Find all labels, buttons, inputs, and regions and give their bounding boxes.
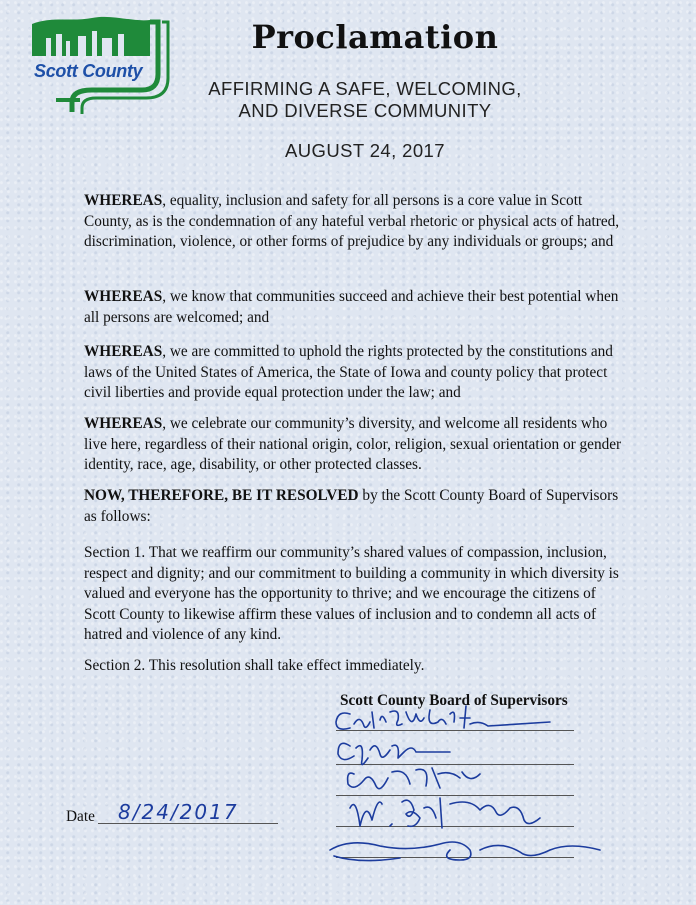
- subtitle-line-2: AND DIVERSE COMMUNITY: [238, 100, 492, 121]
- paragraph-text: , we celebrate our community’s diversity, and welcome all residents who live here, regardless of their national origin, color, religion, sexual orientation or gender identity, race, age, disability, or other protected classes.: [84, 415, 622, 473]
- signature-5: [330, 842, 600, 861]
- logo-text: Scott County: [34, 61, 143, 81]
- resolved-lead: NOW, THEREFORE, BE IT RESOLVED: [84, 487, 359, 504]
- paragraph-text: by the Scott County Board of Supervisors as follows:: [84, 487, 619, 525]
- signature-1: [336, 706, 550, 729]
- whereas-paragraph-1: [84, 191, 624, 253]
- handwritten-signatures: [320, 700, 610, 885]
- scott-county-logo: [32, 16, 172, 116]
- signature-2: [338, 743, 450, 764]
- whereas-paragraph-4: [84, 414, 624, 476]
- whereas-lead: WHEREAS: [84, 192, 163, 209]
- handwritten-date: 8/24/2017: [118, 800, 239, 824]
- whereas-paragraph-3: [84, 342, 624, 404]
- whereas-lead: WHEREAS: [84, 343, 163, 360]
- subtitle-line-1: AFFIRMING A SAFE, WELCOMING,: [208, 78, 522, 99]
- section-1: Section 1. That we reaffirm our community’s shared values of compassion, inclusion, respect and dignity; and our commitment to building a community in which diversity is valued and everyone has the opportunity to thrive; and we encourage the citizens of Scott County to likewise affirm these values of inclusion and to condemn all acts of hatred and violence of any kind.: [84, 544, 619, 643]
- proclamation-title: Proclamation: [251, 18, 499, 56]
- paragraph-text: , we know that communities succeed and achieve their best potential when all persons are welcomed; and: [84, 288, 619, 326]
- proclamation-date: AUGUST 24, 2017: [285, 140, 445, 161]
- resolved-paragraph: [84, 486, 624, 527]
- board-title: Scott County Board of Supervisors: [340, 692, 568, 709]
- date-label: Date: [66, 808, 95, 825]
- paragraph-text: , we are committed to uphold the rights protected by the constitutions and laws of the United States of America, the State of Iowa and county policy that protect civil liberties and provide equal protection under the law; and: [84, 343, 613, 401]
- signature-4: [350, 798, 540, 828]
- whereas-lead: WHEREAS: [84, 288, 163, 305]
- paragraph-text: , equality, inclusion and safety for all persons is a core value in Scott County, as is the condemnation of any hateful verbal rhetoric or physical acts of hatred, discrimination, violence, or other forms of prejudice by any individuals or groups; and: [84, 192, 620, 250]
- whereas-paragraph-2: [84, 287, 624, 328]
- signature-3: [348, 768, 480, 789]
- whereas-lead: WHEREAS: [84, 415, 163, 432]
- section-2: Section 2. This resolution shall take effect immediately.: [84, 657, 425, 674]
